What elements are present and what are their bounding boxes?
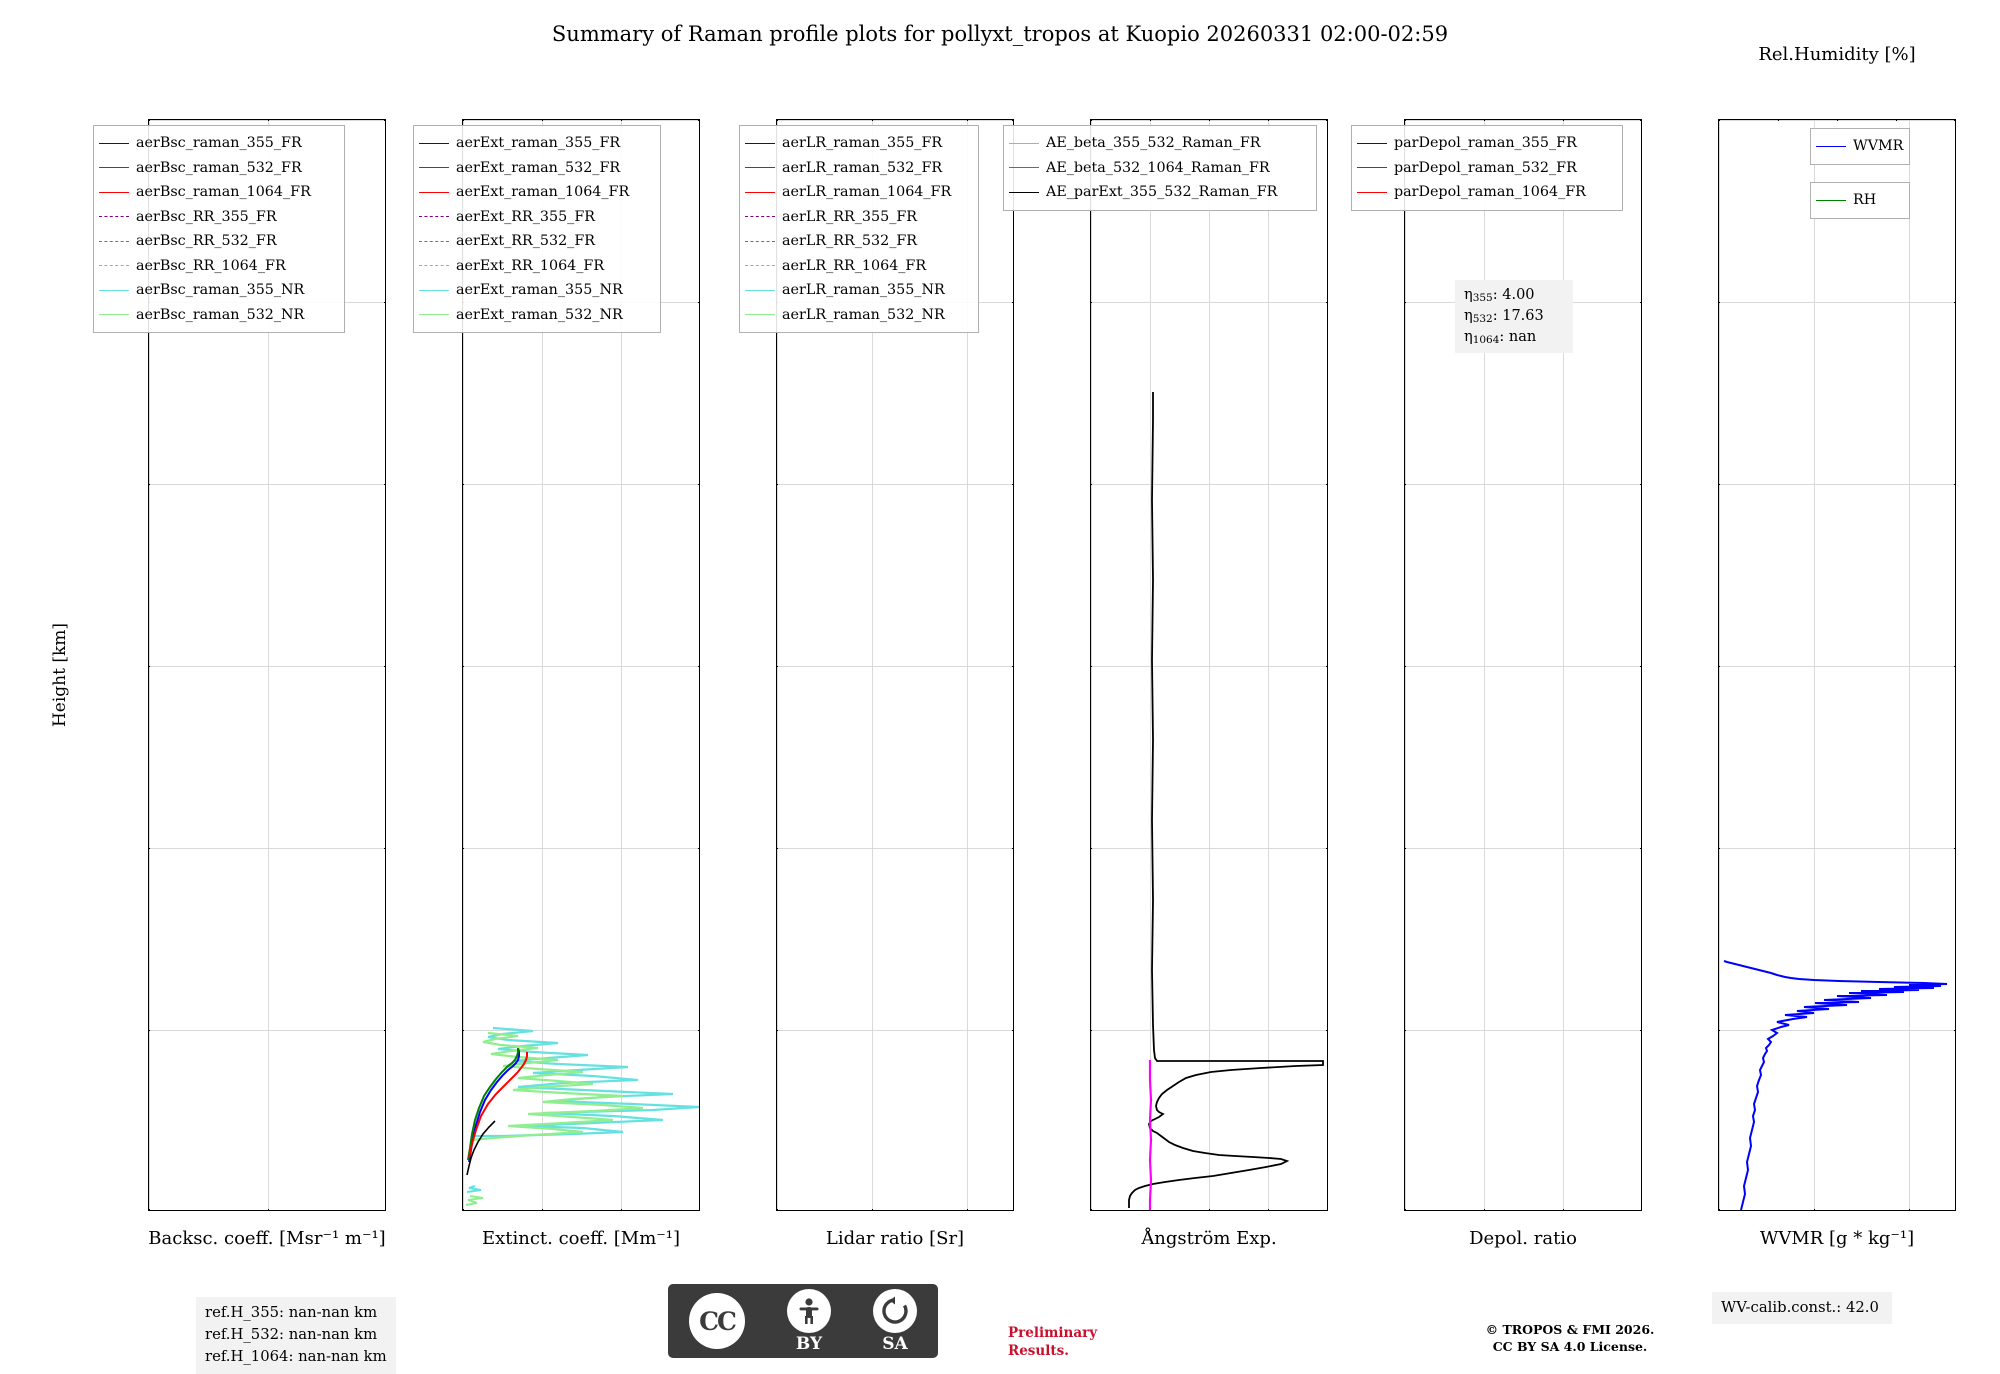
page-title: Summary of Raman profile plots for pollyxt_tropos at Kuopio 20260331 02:00-02:59 [551,22,1449,46]
legend-item[interactable]: parDepol_raman_1064_FR [1357,180,1615,205]
legend-item[interactable]: aerExt_RR_1064_FR [419,254,653,279]
line-swatch-blue [745,143,775,144]
line-swatch-olive-dashed [419,241,449,242]
eta-355-row: η355: 4.00 [1464,287,1535,304]
legend-item[interactable]: parDepol_raman_532_FR [1357,156,1615,181]
p6-top-axis-label: Rel.Humidity [%] [1758,44,1916,65]
p4-data-traces [1091,120,1328,1211]
line-swatch-salmon-dashed [99,265,129,266]
legend-item[interactable]: aerBsc_raman_355_FR [99,131,337,156]
line-swatch-black [1009,192,1039,193]
by-caption: BY [795,1333,823,1354]
legend-item[interactable]: AE_beta_532_1064_Raman_FR [1009,156,1309,181]
line-swatch-red [99,192,129,193]
line-swatch-blue [1357,143,1387,144]
line-swatch-purple-dashed [419,216,449,217]
legend-extinction [413,125,661,333]
line-swatch-salmon-dashed [419,265,449,266]
line-swatch-cyan [99,290,129,291]
legend-item[interactable]: parDepol_raman_355_FR [1357,131,1615,156]
line-swatch-magenta [1009,167,1039,168]
sharealike-arrow-icon [873,1289,917,1333]
legend-item[interactable]: aerBsc_raman_355_NR [99,278,337,303]
legend-item[interactable]: aerBsc_RR_355_FR [99,205,337,230]
line-swatch-green [745,167,775,168]
legend-item[interactable]: aerLR_raman_1064_FR [745,180,971,205]
panel-angstrom-plot [1090,119,1328,1211]
line-swatch-green [1357,167,1387,168]
wv-calib-annotation: WV-calib.const.: 42.0 [1712,1292,1892,1324]
cc-license-badge[interactable] [668,1284,938,1358]
preliminary-line-2: Results. [1008,1342,1069,1359]
ref-heights-annotation [196,1297,396,1374]
legend-item[interactable]: aerExt_RR_355_FR [419,205,653,230]
legend-item[interactable]: RH [1816,188,1902,213]
cc-icon: CC [689,1293,745,1349]
circular-arrow-glyph [880,1296,910,1326]
legend-item[interactable]: aerLR_raman_355_NR [745,278,971,303]
legend-depol [1351,125,1623,211]
line-swatch-olive-dashed [745,241,775,242]
legend-item[interactable]: aerLR_raman_532_NR [745,303,971,328]
legend-item[interactable]: AE_beta_355_532_Raman_FR [1009,131,1309,156]
line-swatch-purple-dashed [99,216,129,217]
p6-data-traces [1719,120,1956,1211]
preliminary-results-note [1008,1325,1158,1360]
eta-1064-row: η1064: nan [1464,328,1537,346]
legend-angstrom [1003,125,1317,211]
legend-item[interactable]: aerExt_raman_355_NR [419,278,653,303]
line-swatch-cyan [745,290,775,291]
line-swatch-red [419,192,449,193]
legend-rh [1810,182,1910,219]
panel-wvmr-plot [1718,119,1956,1211]
line-swatch-green [1816,200,1846,201]
legend-item[interactable]: aerExt_RR_532_FR [419,229,653,254]
legend-item[interactable]: aerLR_RR_532_FR [745,229,971,254]
copyright-line-2: CC BY SA 4.0 License. [1492,1338,1648,1354]
p1-x-axis-label: Backsc. coeff. [Msr⁻¹ m⁻¹] [148,1228,386,1249]
line-swatch-red [745,192,775,193]
legend-item[interactable]: aerExt_raman_1064_FR [419,180,653,205]
line-swatch-blue [419,143,449,144]
line-swatch-purple-dashed [745,216,775,217]
legend-item[interactable]: aerLR_RR_1064_FR [745,254,971,279]
line-swatch-lightgreen [745,314,775,315]
legend-item[interactable]: aerExt_raman_532_FR [419,156,653,181]
legend-item[interactable]: aerBsc_raman_532_FR [99,156,337,181]
line-swatch-orange [1009,143,1039,144]
p6-x-axis-label: WVMR [g * kg⁻¹] [1759,1228,1915,1249]
line-swatch-salmon-dashed [745,265,775,266]
legend-item[interactable]: aerExt_raman_532_NR [419,303,653,328]
line-swatch-red [1357,192,1387,193]
legend-item[interactable]: AE_parExt_355_532_Raman_FR [1009,180,1309,205]
copyright-line-1: © TROPOS & FMI 2026. [1485,1322,1655,1337]
legend-item[interactable]: aerBsc_RR_532_FR [99,229,337,254]
copyright-note [1450,1322,1690,1356]
p5-x-axis-label: Depol. ratio [1469,1228,1577,1249]
legend-item[interactable]: aerBsc_raman_532_NR [99,303,337,328]
p2-x-axis-label: Extinct. coeff. [Mm⁻¹] [481,1228,681,1249]
line-swatch-green [419,167,449,168]
ref-h-355: ref.H_355: nan-nan km [205,1304,378,1321]
line-swatch-blue [1816,146,1846,147]
eta-532-row: η532: 17.63 [1464,307,1544,325]
line-swatch-lightgreen [419,314,449,315]
legend-item[interactable]: aerBsc_raman_1064_FR [99,180,337,205]
line-swatch-cyan [419,290,449,291]
legend-item[interactable]: aerLR_raman_355_FR [745,131,971,156]
sa-caption: SA [882,1333,908,1354]
legend-item[interactable]: aerLR_raman_532_FR [745,156,971,181]
ref-h-532: ref.H_532: nan-nan km [205,1326,378,1344]
legend-wvmr [1810,128,1910,165]
p4-x-axis-label: Ångström Exp. [1141,1228,1277,1249]
legend-item[interactable]: aerBsc_RR_1064_FR [99,254,337,279]
line-swatch-lightgreen [99,314,129,315]
p3-x-axis-label: Lidar ratio [Sr] [825,1228,965,1249]
legend-item[interactable]: aerLR_RR_355_FR [745,205,971,230]
preliminary-line-1: Preliminary [1008,1325,1098,1341]
legend-backscatter [93,125,345,333]
line-swatch-green [99,167,129,168]
legend-lidar-ratio [739,125,979,333]
line-swatch-blue [99,143,129,144]
eta-annotation [1455,280,1573,353]
legend-item[interactable]: aerExt_raman_355_FR [419,131,653,156]
line-swatch-olive-dashed [99,241,129,242]
person-glyph [794,1296,824,1326]
attribution-person-icon [787,1289,831,1333]
ref-h-1064: ref.H_1064: nan-nan km [205,1348,387,1366]
y-axis-label: Height [km] [50,622,70,728]
legend-item[interactable]: WVMR [1816,134,1902,159]
